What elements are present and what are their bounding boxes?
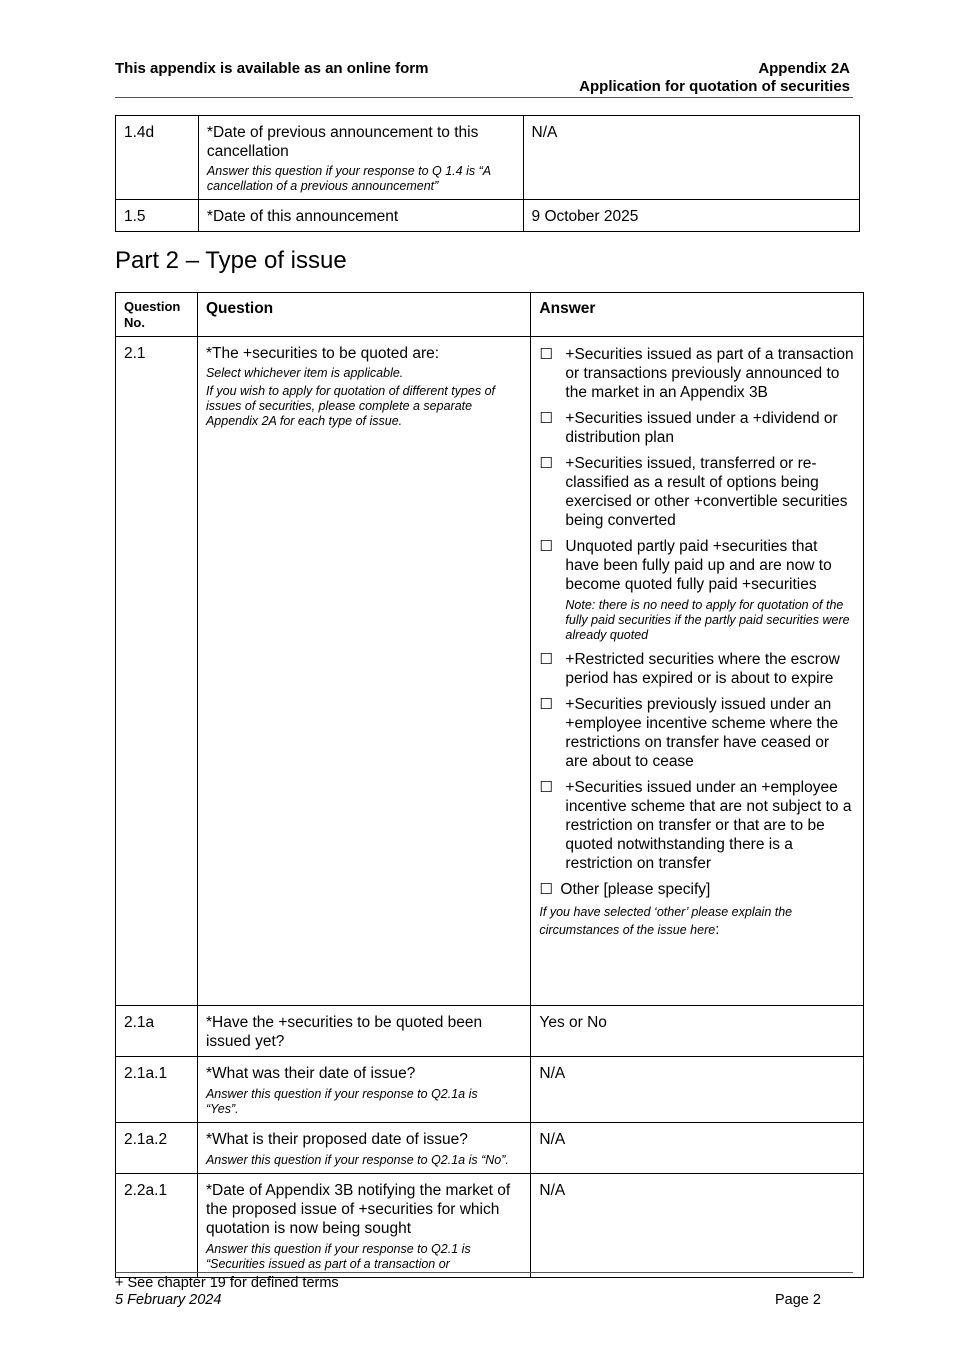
option-label: +Restricted securities where the escrow period has expired or is about to expire xyxy=(565,651,840,687)
footer-defined-terms: + See chapter 19 for defined terms xyxy=(115,1275,339,1291)
answer-cell: N/A xyxy=(531,1174,864,1278)
checkbox-icon[interactable]: ☐ xyxy=(539,651,553,668)
question-cell xyxy=(197,1123,530,1174)
option-group xyxy=(565,537,855,643)
option-label: +Securities issued under a +dividend or distribution plan xyxy=(565,410,838,446)
col-header-no: Question No. xyxy=(116,293,198,337)
option-item[interactable] xyxy=(539,454,855,530)
footer-divider xyxy=(115,1272,853,1273)
question-text: *Date of Appendix 3B notifying the market of the proposed issue of +securities for which quotation is now being sought xyxy=(205,1182,511,1237)
table-part2 xyxy=(115,292,864,1278)
table-row xyxy=(116,337,864,1006)
page-number: Page 2 xyxy=(775,1292,821,1308)
question-text: *Date of this announcement xyxy=(198,200,523,232)
checkbox-icon[interactable]: ☐ xyxy=(539,538,553,555)
question-no: 1.5 xyxy=(116,200,199,232)
col-header-question: Question xyxy=(197,293,530,337)
question-cell xyxy=(198,116,523,200)
option-label: +Securities issued under an +employee incentive scheme that are not subject to a restriction on transfer or that are to be quoted notwithstanding there is a restriction on transfer xyxy=(565,779,852,872)
question-text: *What was their date of issue? xyxy=(205,1065,416,1082)
option-item-other[interactable] xyxy=(539,880,855,899)
part2-title: Part 2 – Type of issue xyxy=(115,247,347,274)
col-header-answer: Answer xyxy=(531,293,864,337)
question-note: Answer this question if your response to Q2.1a is “No”. xyxy=(205,1153,509,1167)
answer-cell: Yes or No xyxy=(531,1006,864,1057)
option-label: +Securities issued, transferred or re-classified as a result of options being exercised or other +convertible securities being converted xyxy=(565,455,848,529)
checkbox-icon[interactable]: ☐ xyxy=(539,881,553,898)
question-note: Answer this question if your response to Q 1.4 is “A cancellation of a previous announcement” xyxy=(206,164,491,193)
checkbox-icon[interactable]: ☐ xyxy=(539,346,553,363)
header-title: Application for quotation of securities xyxy=(579,78,850,95)
table-row xyxy=(116,200,860,232)
option-item[interactable] xyxy=(539,409,855,447)
checkbox-icon[interactable]: ☐ xyxy=(539,455,553,472)
option-item[interactable] xyxy=(539,778,855,873)
question-no: 2.2a.1 xyxy=(116,1174,198,1278)
question-no: 2.1a xyxy=(116,1006,198,1057)
answer-cell: N/A xyxy=(523,116,859,200)
option-item[interactable] xyxy=(539,345,855,402)
question-no: 1.4d xyxy=(116,116,199,200)
table-row xyxy=(116,1174,864,1278)
other-note-text: If you have selected ‘other’ please explain the circumstances of the issue here xyxy=(539,905,793,937)
answer-cell xyxy=(531,337,864,1006)
table-row xyxy=(116,1057,864,1123)
question-text: *What is their proposed date of issue? xyxy=(205,1131,468,1148)
option-label: +Securities issued as part of a transaction or transactions previously announced to the market in an Appendix 3B xyxy=(565,346,854,401)
table-part1 xyxy=(115,115,860,232)
checkbox-icon[interactable]: ☐ xyxy=(539,410,553,427)
checkbox-icon[interactable]: ☐ xyxy=(539,779,553,796)
other-note-colon: : xyxy=(715,921,720,938)
header-left: This appendix is available as an online form xyxy=(115,60,429,77)
other-note xyxy=(539,903,855,939)
option-note: Note: there is no need to apply for quotation of the fully paid securities if the partly paid securities were already quoted xyxy=(565,598,850,642)
option-item[interactable] xyxy=(539,537,855,643)
option-item[interactable] xyxy=(539,650,855,688)
question-cell xyxy=(197,1174,530,1278)
header-divider xyxy=(115,97,853,98)
table-row xyxy=(116,116,860,200)
option-item[interactable] xyxy=(539,695,855,771)
question-cell xyxy=(197,1057,530,1123)
question-text: *The +securities to be quoted are: xyxy=(205,345,440,362)
question-note: Answer this question if your response to Q2.1a is “Yes”. xyxy=(205,1087,478,1116)
option-label: Other [please specify] xyxy=(560,881,711,898)
answer-cell: N/A xyxy=(531,1057,864,1123)
question-no: 2.1 xyxy=(116,337,198,1006)
question-note: Answer this question if your response to Q2.1 is “Securities issued as part of a transaction or xyxy=(205,1242,471,1271)
question-cell xyxy=(197,337,530,1006)
option-label: +Securities previously issued under an +employee incentive scheme where the restrictions on transfer have ceased or are about to cease xyxy=(565,696,839,770)
header-appendix: Appendix 2A xyxy=(758,60,850,77)
footer-date: 5 February 2024 xyxy=(115,1292,222,1308)
option-label: Unquoted partly paid +securities that have been fully paid up and are now to become quoted fully paid +securities xyxy=(565,538,832,593)
question-note: If you wish to apply for quotation of different types of issues of securities, please complete a separate Appendix 2A for each type of issue. xyxy=(205,384,496,428)
table-header-row xyxy=(116,293,864,337)
question-text: *Date of previous announcement to this cancellation xyxy=(206,124,479,160)
question-text: *Have the +securities to be quoted been issued yet? xyxy=(197,1006,530,1057)
question-note: Select whichever item is applicable. xyxy=(205,366,404,380)
answer-cell: N/A xyxy=(531,1123,864,1174)
checkbox-icon[interactable]: ☐ xyxy=(539,696,553,713)
question-no: 2.1a.2 xyxy=(116,1123,198,1174)
table-row xyxy=(116,1006,864,1057)
answer-cell: 9 October 2025 xyxy=(523,200,859,232)
table-row xyxy=(116,1123,864,1174)
question-no: 2.1a.1 xyxy=(116,1057,198,1123)
